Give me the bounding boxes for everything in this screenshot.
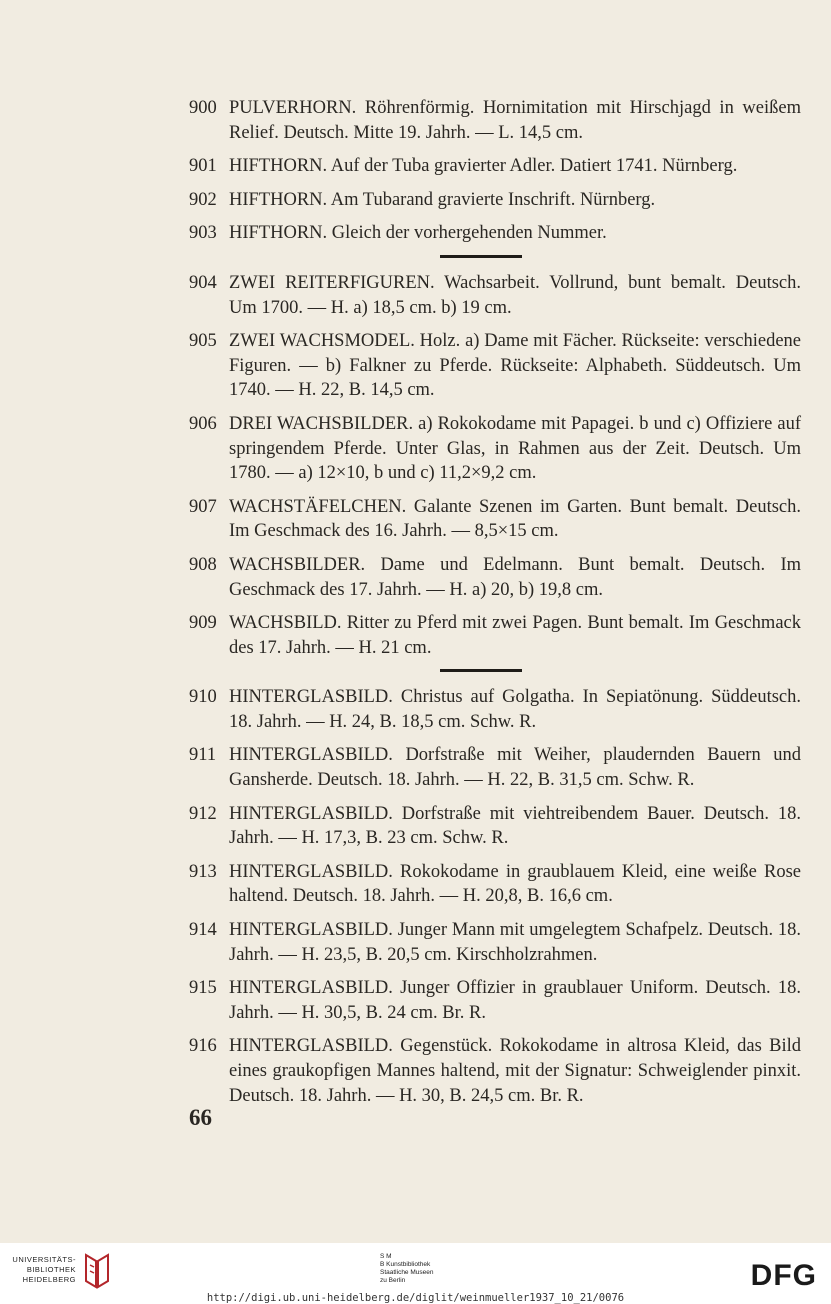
catalog-entry — [189, 1034, 801, 1108]
section-divider — [440, 669, 522, 672]
catalog-entry — [189, 221, 801, 246]
catalog-entry — [189, 154, 801, 179]
catalog-entry — [189, 743, 801, 792]
entry-number: 913 — [189, 861, 217, 882]
page-number: 66 — [189, 1105, 212, 1130]
dfg-logo[interactable]: DFG — [750, 1259, 817, 1292]
entry-text: HINTERGLASBILD. Christus auf Golgatha. In Sepiatönung. Süddeutsch. 18. Jahrh. — H. 24, B. 18,5 cm. Schw. R. — [229, 687, 801, 732]
entry-number: 903 — [189, 223, 217, 244]
entry-text: WACHSBILDER. Dame und Edelmann. Bunt bemalt. Deutsch. Im Geschmack des 17. Jahrh. — H. a) 20, b) 19,8 cm. — [229, 554, 801, 600]
entry-number: 906 — [189, 413, 217, 434]
entry-text: WACHSTÄFELCHEN. Galante Szenen im Garten. Bunt bemalt. Deutsch. Im Geschmack des 16. Jahrh. — 8,5×15 cm. — [229, 496, 801, 542]
university-library-name: UNIVERSITÄTS- BIBLIOTHEK HEIDELBERG — [12, 1255, 76, 1284]
entry-text: DREI WACHSBILDER. a) Rokokodame mit Papagei. b und c) Offiziere auf springendem Pferde. Unter Glas, in Rahmen aus der Zeit. Deutsch. Um 1780. — a) 12×10, b und c) 11,2×9,2 cm. — [229, 413, 801, 484]
entry-number: 911 — [189, 745, 217, 766]
entry-text: WACHSBILD. Ritter zu Pferd mit zwei Pagen. Bunt bemalt. Im Geschmack des 17. Jahrh. — H. 21 cm. — [229, 613, 801, 658]
permalink-url[interactable]: http://digi.ub.uni-heidelberg.de/diglit/weinmueller1937_10_21/0076 — [206, 1292, 625, 1304]
entry-number: 902 — [189, 189, 217, 210]
entry-number: 900 — [189, 98, 217, 118]
entry-text: HIFTHORN. Gleich der vorhergehenden Nummer. — [229, 223, 607, 244]
catalog-entry — [189, 188, 801, 213]
section-divider — [440, 255, 522, 258]
entry-text: PULVERHORN. Röhrenförmig. Hornimitation mit Hirschjagd in weißem Relief. Deutsch. Mitte 19. Jahrh. — L. 14,5 cm. — [229, 98, 801, 143]
entry-text: ZWEI REITERFIGUREN. Wachsarbeit. Vollrund, bunt bemalt. Deutsch. Um 1700. — H. a) 18,5 cm. b) 19 cm. — [229, 272, 801, 318]
entry-text: HINTERGLASBILD. Dorfstraße mit Weiher, plaudernden Bauern und Gansherde. Deutsch. 18. Jahrh. — H. 22, B. 31,5 cm. Schw. R. — [229, 745, 801, 791]
catalog-entry — [189, 611, 801, 660]
entry-text: HINTERGLASBILD. Dorfstraße mit viehtreibendem Bauer. Deutsch. 18. Jahrh. — H. 17,3, B. 23 cm. Schw. R. — [229, 803, 801, 849]
entry-number: 910 — [189, 687, 217, 708]
catalog-entry — [189, 271, 801, 320]
catalog-entry — [189, 329, 801, 403]
kunstbibliothek-logo[interactable]: S M B Kunstbibliothek Staatliche Museen zu Berlin — [380, 1253, 434, 1284]
catalog-entry — [189, 412, 801, 486]
entry-number: 907 — [189, 496, 217, 517]
entry-text: HINTERGLASBILD. Gegenstück. Rokokodame in altrosa Kleid, das Bild eines graukopfigen Mannes haltend, mit der Signatur: Schweiglender pinxit. Deutsch. 18. Jahrh. — H. 30, B. 24,5 cm. Br. R. — [229, 1036, 801, 1106]
catalog-entry — [189, 860, 801, 909]
entry-text: ZWEI WACHSMODEL. Holz. a) Dame mit Fächer. Rückseite: verschiedene Figuren. — b) Falkner zu Pferde. Rückseite: Alphabeth. Süddeutsch. Um 1740. — H. 22, B. 14,5 cm. — [229, 331, 801, 401]
entry-text: HIFTHORN. Auf der Tuba gravierter Adler. Datiert 1741. Nürnberg. — [229, 156, 738, 177]
entry-number: 909 — [189, 613, 217, 634]
catalog-entry — [189, 976, 801, 1025]
entry-number: 901 — [189, 156, 217, 177]
entry-number: 915 — [189, 978, 217, 999]
entry-text: HINTERGLASBILD. Junger Offizier in graublauer Uniform. Deutsch. 18. Jahrh. — H. 30,5, B. 24 cm. Br. R. — [229, 978, 801, 1023]
entry-text: HINTERGLASBILD. Rokokodame in graublauem Kleid, eine weiße Rose haltend. Deutsch. 18. Jahrh. — H. 20,8, B. 16,6 cm. — [229, 861, 801, 907]
heidelberg-seal-icon — [82, 1253, 112, 1289]
catalog-entry — [189, 495, 801, 544]
entry-number: 904 — [189, 272, 217, 293]
entry-text: HINTERGLASBILD. Junger Mann mit umgelegtem Schafpelz. Deutsch. 18. Jahrh. — H. 23,5, B. 20,5 cm. Kirschholzrahmen. — [229, 920, 801, 965]
entry-number: 916 — [189, 1036, 217, 1057]
catalog-entry — [189, 918, 801, 967]
entry-text: HIFTHORN. Am Tubarand gravierte Inschrift. Nürnberg. — [229, 189, 656, 210]
entry-number: 905 — [189, 331, 217, 352]
catalog-entries — [189, 96, 801, 1117]
catalog-entry — [189, 685, 801, 734]
entry-number: 914 — [189, 920, 217, 941]
catalog-entry — [189, 96, 801, 145]
entry-number: 912 — [189, 803, 217, 824]
entry-number: 908 — [189, 554, 217, 575]
catalog-entry — [189, 553, 801, 602]
viewer-footer — [0, 1243, 831, 1304]
catalog-entry — [189, 802, 801, 851]
university-library-logo[interactable] — [10, 1253, 120, 1293]
